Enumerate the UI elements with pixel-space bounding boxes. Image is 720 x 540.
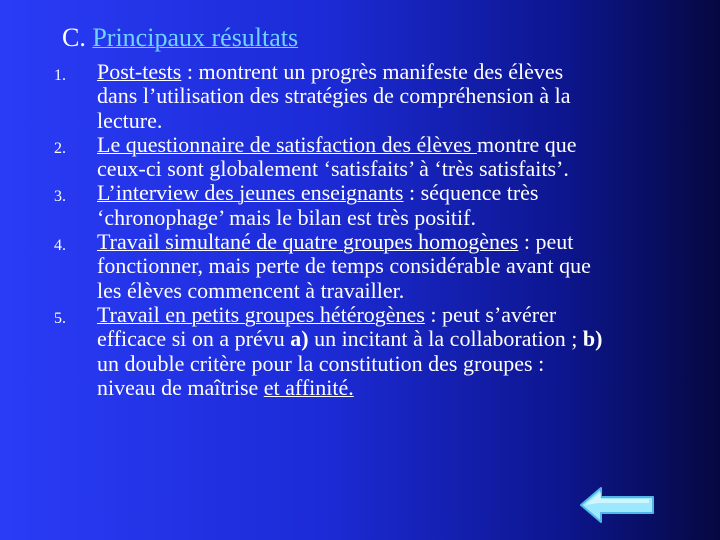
item-underlined-text: et affinité. [263, 374, 354, 400]
title-prefix: C. [62, 23, 93, 52]
item-text [97, 133, 707, 182]
back-button[interactable] [579, 486, 655, 524]
item-text-line: les élèves commencent à travailler. [97, 277, 405, 303]
item-text-part: : montrent un progrès manifeste des élèves [181, 59, 564, 84]
item-text-part: efficace si on a prévu [97, 326, 291, 352]
item-number: 5. [54, 309, 66, 327]
item-text [97, 181, 707, 230]
item-text-line: lecture. [97, 107, 163, 133]
item-text-line: un double critère pour la constitution des groupes : [97, 350, 545, 376]
item-text-part: : peut [518, 229, 574, 255]
item-text [97, 230, 707, 303]
item-text-part: : peut s’avérer [424, 301, 557, 327]
item-number: 2. [54, 139, 66, 157]
item-text [97, 60, 707, 133]
item-underlined-text: Travail en petits groupes hétérogènes [97, 301, 425, 327]
left-arrow-icon [579, 486, 655, 524]
results-list [0, 60, 720, 400]
item-text-line: dans l’utilisation des stratégies de compréhension à la [97, 83, 571, 109]
item-text-part: un incitant à la collaboration ; [308, 326, 583, 352]
item-text-part: : séquence très [403, 180, 539, 206]
item-underlined-text: Post-tests [97, 59, 182, 84]
item-underlined-text: Travail simultané de quatre groupes homogènes [97, 229, 519, 255]
item-text-part: niveau de maîtrise [97, 374, 264, 400]
list-item [0, 60, 720, 133]
item-bold-marker: b) [582, 326, 603, 352]
item-number: 3. [54, 188, 66, 206]
list-item [0, 133, 720, 182]
list-item [0, 303, 720, 400]
slide-title [62, 22, 298, 54]
item-text-part: montre que [476, 131, 577, 157]
item-underlined-text: Le questionnaire de satisfaction des élèves [97, 131, 477, 157]
list-item [0, 181, 720, 230]
title-link[interactable]: Principaux résultats [92, 23, 299, 52]
item-text-line: ceux-ci sont globalement ‘satisfaits’ à ‘très satisfaits’. [97, 156, 569, 182]
item-bold-marker: a) [290, 326, 309, 352]
item-number: 4. [54, 237, 66, 255]
item-underlined-text: L’interview des jeunes enseignants [97, 180, 404, 206]
item-text-line: fonctionner, mais perte de temps considérable avant que [97, 253, 591, 279]
list-item [0, 230, 720, 303]
item-text-line: ‘chronophage’ mais le bilan est très positif. [97, 204, 476, 230]
item-text [97, 303, 707, 400]
item-number: 1. [54, 67, 66, 84]
